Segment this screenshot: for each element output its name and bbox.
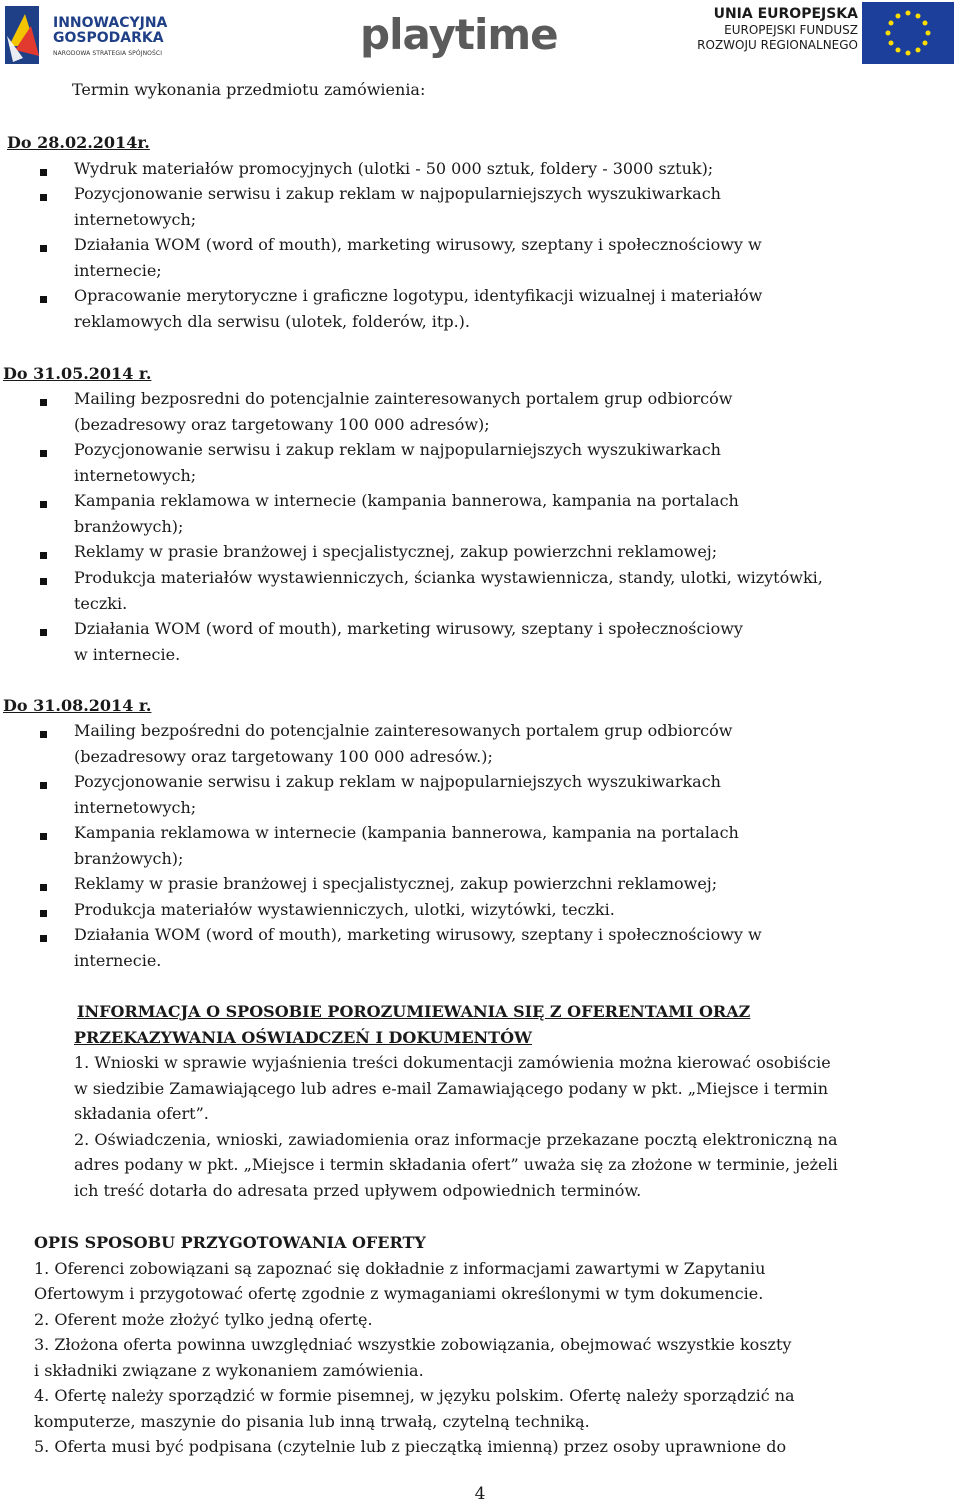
ig-logo-text: INNOWACYJNA GOSPODARKA bbox=[53, 15, 168, 46]
list-item-cont: internecie; bbox=[74, 261, 162, 280]
info-paragraph: 2. Oświadczenia, wnioski, zawiadomienia oraz informacje przekazane pocztą elektroniczną na bbox=[74, 1130, 838, 1149]
opis-heading: OPIS SPOSOBU PRZYGOTOWANIA OFERTY bbox=[34, 1233, 426, 1252]
bullet-icon bbox=[40, 296, 47, 303]
page-header bbox=[0, 0, 960, 68]
bullet-icon bbox=[40, 629, 47, 636]
bullet-icon bbox=[40, 578, 47, 585]
list-item: Kampania reklamowa w internecie (kampania bannerowa, kampania na portalach bbox=[74, 823, 739, 842]
bullet-icon bbox=[40, 782, 47, 789]
section-2-title: Do 31.05.2014 r. bbox=[3, 364, 152, 383]
list-item-cont: w internecie. bbox=[74, 645, 181, 664]
list-item: Reklamy w prasie branżowej i specjalistycznej, zakup powierzchni reklamowej; bbox=[74, 874, 718, 893]
bullet-icon bbox=[40, 169, 47, 176]
bullet-icon bbox=[40, 833, 47, 840]
info-paragraph: 1. Wnioski w sprawie wyjaśnienia treści dokumentacji zamówienia można kierować osobiście bbox=[74, 1053, 831, 1072]
ue-logo-text: UNIA EUROPEJSKA EUROPEJSKI FUNDUSZ ROZWOJU REGIONALNEGO bbox=[697, 6, 858, 52]
list-item-cont: branżowych); bbox=[74, 517, 184, 536]
list-item: Działania WOM (word of mouth), marketing wirusowy, szeptany i społecznościowy bbox=[74, 619, 743, 638]
info-heading-cont: PRZEKAZYWANIA OŚWIADCZEŃ I DOKUMENTÓW bbox=[74, 1028, 532, 1047]
list-item: Mailing bezpośredni do potencjalnie zainteresowanych portalem grup odbiorców bbox=[74, 721, 733, 740]
opis-paragraph: 2. Oferent może złożyć tylko jedną ofertę. bbox=[34, 1310, 373, 1329]
list-item: Działania WOM (word of mouth), marketing wirusowy, szeptany i społecznościowy w bbox=[74, 235, 762, 254]
opis-paragraph: i składniki związane z wykonaniem zamówienia. bbox=[34, 1361, 424, 1380]
list-item-cont: internecie. bbox=[74, 951, 162, 970]
opis-paragraph: 5. Oferta musi być podpisana (czytelnie lub z pieczątką imienną) przez osoby uprawnione do bbox=[34, 1437, 787, 1456]
list-item-cont: internetowych; bbox=[74, 210, 197, 229]
bullet-icon bbox=[40, 935, 47, 942]
list-item-cont: teczki. bbox=[74, 594, 128, 613]
list-item: Kampania reklamowa w internecie (kampania bannerowa, kampania na portalach bbox=[74, 491, 739, 510]
list-item: Produkcja materiałów wystawienniczych, ścianka wystawiennicza, standy, ulotki, wizytówki, bbox=[74, 568, 823, 587]
opis-paragraph: Ofertowym i przygotować ofertę zgodnie z wymaganiami określonymi w tym dokumencie. bbox=[34, 1284, 764, 1303]
info-paragraph: ich treść dotarła do adresata przed upływem odpowiednich terminów. bbox=[74, 1181, 642, 1200]
bullet-icon bbox=[40, 884, 47, 891]
list-item-cont: (bezadresowy oraz targetowany 100 000 adresów.); bbox=[74, 747, 493, 766]
opis-paragraph: 4. Ofertę należy sporządzić w formie pisemnej, w języku polskim. Ofertę należy sporządzić na bbox=[34, 1386, 795, 1405]
list-item: Produkcja materiałów wystawienniczych, ulotki, wizytówki, teczki. bbox=[74, 900, 615, 919]
list-item: Opracowanie merytoryczne i graficzne logotypu, identyfikacji wizualnej i materiałów bbox=[74, 286, 763, 305]
ig-logo-subtext: NARODOWA STRATEGIA SPÓJNOŚCI bbox=[53, 50, 163, 57]
innowacyjna-gospodarka-logo bbox=[5, 4, 175, 64]
section-1-title: Do 28.02.2014r. bbox=[7, 133, 150, 152]
list-item: Pozycjonowanie serwisu i zakup reklam w najpopularniejszych wyszukiwarkach bbox=[74, 184, 721, 203]
bullet-icon bbox=[40, 501, 47, 508]
info-paragraph: w siedzibie Zamawiającego lub adres e-mail Zamawiającego podany w pkt. „Miejsce i termin bbox=[74, 1079, 829, 1098]
list-item: Reklamy w prasie branżowej i specjalistycznej, zakup powierzchni reklamowej; bbox=[74, 542, 718, 561]
termin-heading: Termin wykonania przedmiotu zamówienia: bbox=[72, 80, 426, 99]
list-item: Pozycjonowanie serwisu i zakup reklam w najpopularniejszych wyszukiwarkach bbox=[74, 772, 721, 791]
list-item: Mailing bezposredni do potencjalnie zainteresowanych portalem grup odbiorców bbox=[74, 389, 733, 408]
bullet-icon bbox=[40, 194, 47, 201]
ig-emblem-icon bbox=[5, 6, 45, 64]
list-item: Pozycjonowanie serwisu i zakup reklam w najpopularniejszych wyszukiwarkach bbox=[74, 440, 721, 459]
eu-flag-icon bbox=[862, 2, 954, 64]
bullet-icon bbox=[40, 552, 47, 559]
list-item: Działania WOM (word of mouth), marketing wirusowy, szeptany i społecznościowy w bbox=[74, 925, 762, 944]
playtime-logo: playtime bbox=[360, 10, 558, 59]
bullet-icon bbox=[40, 731, 47, 738]
opis-paragraph: 3. Złożona oferta powinna uwzględniać wszystkie zobowiązania, obejmować wszystkie koszty bbox=[34, 1335, 792, 1354]
section-3-title: Do 31.08.2014 r. bbox=[3, 696, 152, 715]
list-item-cont: reklamowych dla serwisu (ulotek, folderów, itp.). bbox=[74, 312, 470, 331]
opis-paragraph: 1. Oferenci zobowiązani są zapoznać się dokładnie z informacjami zawartymi w Zapytaniu bbox=[34, 1259, 766, 1278]
bullet-icon bbox=[40, 399, 47, 406]
list-item: Wydruk materiałów promocyjnych (ulotki - 50 000 sztuk, foldery - 3000 sztuk); bbox=[74, 159, 714, 178]
list-item-cont: branżowych); bbox=[74, 849, 184, 868]
list-item-cont: (bezadresowy oraz targetowany 100 000 adresów); bbox=[74, 415, 490, 434]
bullet-icon bbox=[40, 910, 47, 917]
list-item-cont: internetowych; bbox=[74, 798, 197, 817]
list-item-cont: internetowych; bbox=[74, 466, 197, 485]
bullet-icon bbox=[40, 245, 47, 252]
opis-paragraph: komputerze, maszynie do pisania lub inną trwałą, czytelną techniką. bbox=[34, 1412, 590, 1431]
info-paragraph: adres podany w pkt. „Miejsce i termin składania ofert” uważa się za złożone w terminie, jeżeli bbox=[74, 1155, 838, 1174]
info-heading: INFORMACJA O SPOSOBIE POROZUMIEWANIA SIĘ Z OFERENTAMI ORAZ bbox=[77, 1002, 751, 1021]
page-number: 4 bbox=[474, 1484, 486, 1504]
info-paragraph: składania ofert”. bbox=[74, 1104, 209, 1123]
bullet-icon bbox=[40, 450, 47, 457]
